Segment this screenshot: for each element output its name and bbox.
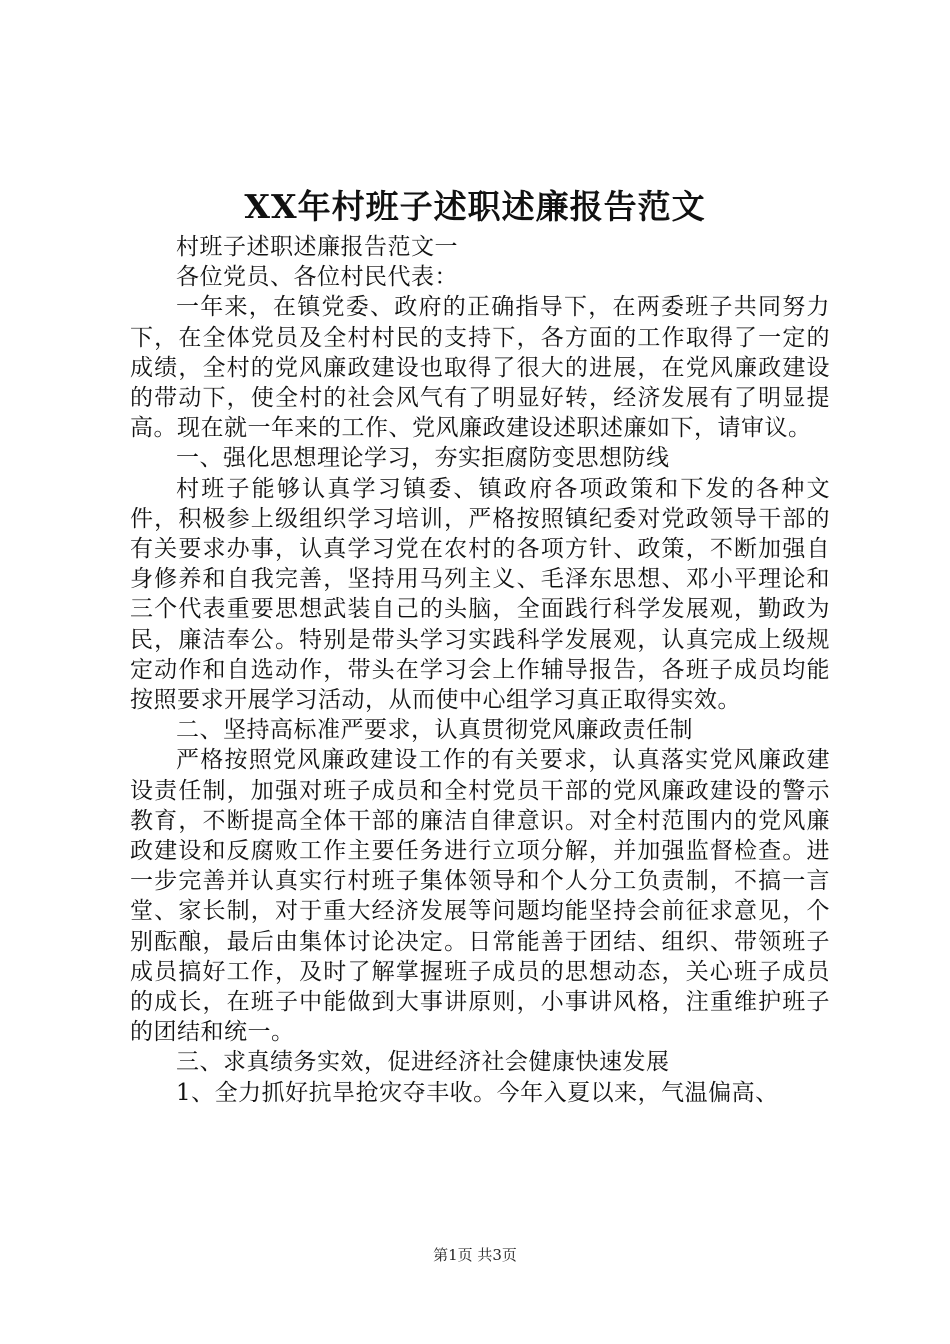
section-heading: 二、坚持高标准严要求，认真贯彻党风廉政责任制 <box>176 717 693 744</box>
paragraph: 1、全力抓好抗旱抢灾夺丰收。今年入夏以来，气温偏高、 <box>176 1079 779 1106</box>
document-body <box>130 232 830 1108</box>
section-heading: 村班子述职述廉报告范文一 <box>176 234 458 260</box>
section-heading: 三、求真绩务实效，促进经济社会健康快速发展 <box>176 1049 670 1076</box>
paragraph: 一年来，在镇党委、政府的正确指导下，在两委班子共同努力下，在全体党员及全村村民的支持下，各方面的工作取得了一定的成绩，全村的党风廉政建设也取得了很大的进展，在党风廉政建设的带动下，使全村的社会风气有了明显好转，经济发展有了明显提高。现在就一年来的工作、党风廉政建设述职述廉如下，请审议。 <box>130 294 830 442</box>
page-footer: 第1页 共3页 <box>433 1246 517 1264</box>
document-title: XX年村班子述职述廉报告范文 <box>244 187 706 226</box>
section-heading: 一、强化思想理论学习，夯实拒腐防变思想防线 <box>176 445 670 472</box>
paragraph: 严格按照党风廉政建设工作的有关要求，认真落实党风廉政建设责任制，加强对班子成员和全村党员干部的党风廉政建设的警示教育，不断提高全体干部的廉洁自律意识。对全村范围内的党风廉政建设和反腐败工作主要任务进行立项分解，并加强监督检查。进一步完善并认真实行村班子集体领导和个人分工负责制，不搞一言堂、家长制，对于重大经济发展等问题均能坚持会前征求意见，个别酝酿，最后由集体讨论决定。日常能善于团结、组织、带领班子成员搞好工作，及时了解掌握班子成员的思想动态，关心班子成员的成长，在班子中能做到大事讲原则，小事讲风格，注重维护班子的团结和统一。 <box>130 747 830 1046</box>
paragraph: 村班子能够认真学习镇委、镇政府各项政策和下发的各种文件，积极参上级组织学习培训，严格按照镇纪委对党政领导干部的有关要求办事，认真学习党在农村的各项方针、政策，不断加强自身修养和自我完善，坚持用马列主义、毛泽东思想、邓小平理论和三个代表重要思想武装自己的头脑，全面践行科学发展观，勤政为民，廉洁奉公。特别是带头学习实践科学发展观，认真完成上级规定动作和自选动作，带头在学习会上作辅导报告，各班子成员均能按照要求开展学习活动，从而使中心组学习真正取得实效。 <box>130 475 830 714</box>
salutation: 各位党员、各位村民代表： <box>176 264 458 291</box>
